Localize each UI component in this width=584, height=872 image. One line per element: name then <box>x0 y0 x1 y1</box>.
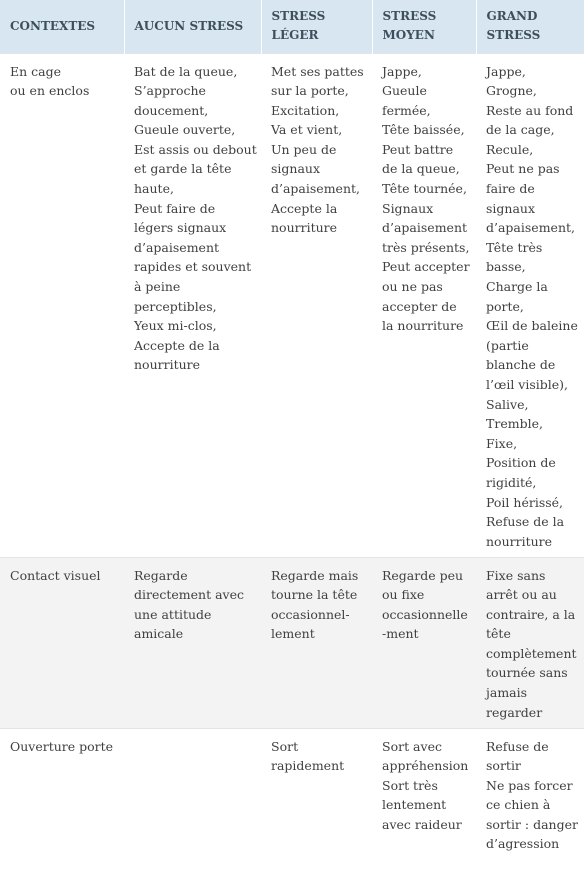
cell-line: Grogne, <box>486 83 537 99</box>
table-row <box>0 557 584 728</box>
cell-line: Gueule ouverte, <box>134 122 236 138</box>
cell-line: Signaux d’apaisement très présents, <box>382 200 470 255</box>
cell-aucun-stress <box>124 557 261 728</box>
cell-line: Salive, <box>486 396 529 412</box>
cell-line: Accepte la nourriture <box>271 200 338 236</box>
cell-line: Regarde directement avec une attitude amicale <box>134 567 245 642</box>
cell-line: Yeux mi-clos, <box>134 318 217 334</box>
cell-stress-moyen <box>372 728 476 872</box>
cell-stress-moyen <box>372 53 476 557</box>
cell-line: Jappe, <box>486 63 526 79</box>
header-stress-leger: STRESS LÉGER <box>261 0 372 53</box>
cell-line: ou en enclos <box>10 83 90 99</box>
cell-line: Bat de la queue, <box>134 63 238 79</box>
cell-line: Jappe, <box>382 63 422 79</box>
cell-line: Contact visuel <box>10 567 101 583</box>
cell-grand-stress <box>476 53 584 557</box>
cell-line: Excitation, <box>271 102 340 118</box>
cell-line: Reste au fond de la cage, <box>486 102 574 138</box>
cell-line: Recule, <box>486 141 534 157</box>
cell-line: Refuse de la nourriture <box>486 514 565 549</box>
cell-line: Fixe sans arrêt ou au contraire, a la tête complètement tournée sans jamais regarder <box>486 567 577 720</box>
cell-line: Va et vient, <box>271 122 343 138</box>
cell-line: Sort très lentement avec raideur <box>382 777 462 832</box>
cell-line: Peut battre de la queue, <box>382 141 460 177</box>
cell-line: Un peu de signaux d’apaisement, <box>271 141 360 197</box>
cell-line: Sort rapidement <box>271 738 345 774</box>
cell-line: Poil hérissé, <box>486 494 564 510</box>
cell-context <box>0 53 124 557</box>
cell-line: Ne pas forcer ce chien à sortir : danger d’agression <box>486 777 578 852</box>
cell-context <box>0 728 124 872</box>
header-contextes: CONTEXTES <box>0 0 124 53</box>
cell-line: Est assis ou debout et garde la tête haute, <box>134 141 257 197</box>
cell-line: Regarde peu ou fixe occasionnelle-ment <box>382 567 468 642</box>
cell-stress-leger <box>261 557 372 728</box>
cell-line: Gueule fermée, <box>382 83 431 118</box>
cell-context <box>0 557 124 728</box>
cell-line: Tremble, <box>486 416 543 432</box>
header-aucun-stress: AUCUN STRESS <box>124 0 261 53</box>
cell-line: Position de rigidité, <box>486 455 556 490</box>
cell-line: Peut ne pas faire de signaux d’apaisement, <box>486 161 575 236</box>
cell-line: Ouverture porte <box>10 738 114 754</box>
cell-line: Peut accepter ou ne pas accepter de la nourriture <box>382 259 470 334</box>
cell-line: En cage <box>10 63 62 79</box>
header-stress-moyen: STRESS MOYEN <box>372 0 476 53</box>
cell-line: Tête très basse, <box>486 239 543 275</box>
cell-line: Tête baissée, <box>382 122 465 138</box>
cell-line: Regarde mais tourne la tête occasionnel-lement <box>271 567 359 642</box>
header-grand-stress: GRAND STRESS <box>476 0 584 53</box>
cell-line: S’approche doucement, <box>134 83 209 118</box>
cell-line: Peut faire de légers signaux d’apaisement rapides et souvent à peine perceptibles, <box>134 200 252 314</box>
cell-stress-leger <box>261 53 372 557</box>
cell-line: Charge la porte, <box>486 279 548 314</box>
cell-aucun-stress <box>124 53 261 557</box>
cell-line: Œil de baleine (partie blanche de l’œil visible), <box>486 318 578 392</box>
cell-line: Sort avec appréhension <box>382 738 469 774</box>
cell-line: Refuse de sortir <box>486 738 549 774</box>
table-row <box>0 728 584 872</box>
cell-aucun-stress <box>124 728 261 872</box>
cell-line: Tête tournée, <box>382 181 467 197</box>
cell-stress-moyen <box>372 557 476 728</box>
cell-line: Met ses pattes sur la porte, <box>271 63 364 99</box>
table-row <box>0 53 584 557</box>
cell-grand-stress <box>476 557 584 728</box>
cell-stress-leger <box>261 728 372 872</box>
header-row <box>0 0 584 53</box>
cell-grand-stress <box>476 728 584 872</box>
cell-line: Accepte de la nourriture <box>134 337 220 373</box>
cell-line: Fixe, <box>486 435 518 451</box>
